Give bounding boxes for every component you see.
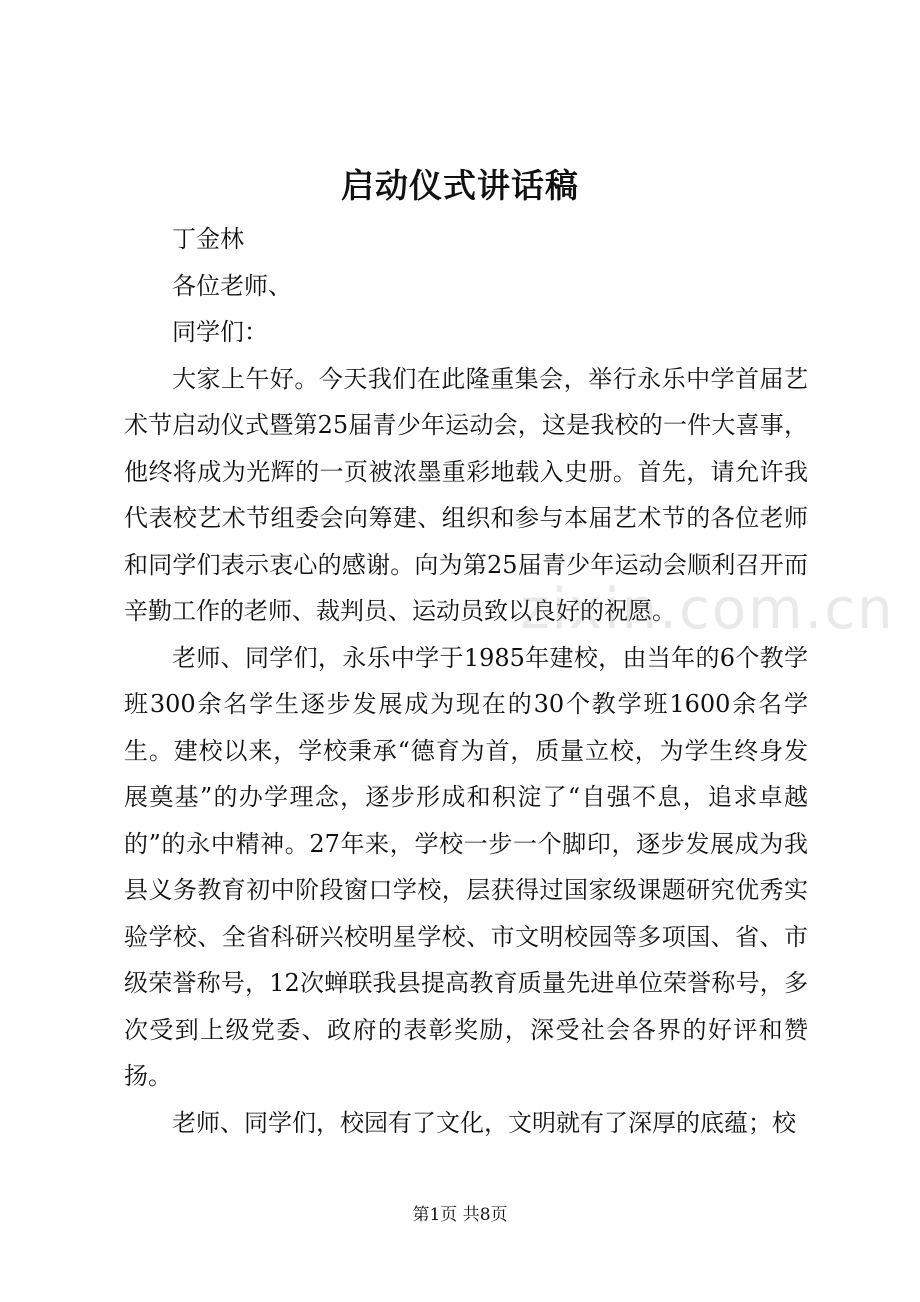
page-footer: 第1页 共8页 [412,1205,508,1225]
document-body [124,216,808,1146]
salutation-teachers: 各位老师、 [172,271,292,300]
document-title: 启动仪式讲话稿 [341,166,579,205]
body-paragraph: 老师、同学们，校园有了文化，文明就有了深厚的底蕴；校 [172,1108,796,1137]
watermark: zixin.com.cn [520,577,895,642]
salutation-students: 同学们： [172,318,268,346]
author-line: 丁金林 [172,225,244,253]
body-paragraph: 大家上午好。今天我们在此隆重集会，举行永乐中学首届艺术节启动仪式暨第25届青少年运动会，这是我校的一件大喜事，他终将成为光辉的一页被浓墨重彩地载入史册。首先，请允许我代表校艺术节组委会向筹建、组织和参与本届艺术节的各位老师和同学们表示衷心的感谢。向为第25届青少年运动会顺利召开而辛勤工作的老师、裁判员、运动员致以良好的祝愿。 [124,364,808,625]
body-paragraph: 老师、同学们，永乐中学于1985年建校，由当年的6个教学班300余名学生逐步发展成为现在的30个教学班1600余名学生。建校以来，学校秉承“德育为首，质量立校，为学生终身发展奠基”的办学理念，逐步形成和积淀了“自强不息，追求卓越的”的永中精神。27年来，学校一步一个脚印，逐步发展成为我县义务教育初中阶段窗口学校，层获得过国家级课题研究优秀实验学校、全省科研兴校明星学校、市文明校园等多项国、省、市级荣誉称号，12次蝉联我县提高教育质量先进单位荣誉称号，多次受到上级党委、政府的表彰奖励，深受社会各界的好评和赞扬。 [124,643,808,1090]
